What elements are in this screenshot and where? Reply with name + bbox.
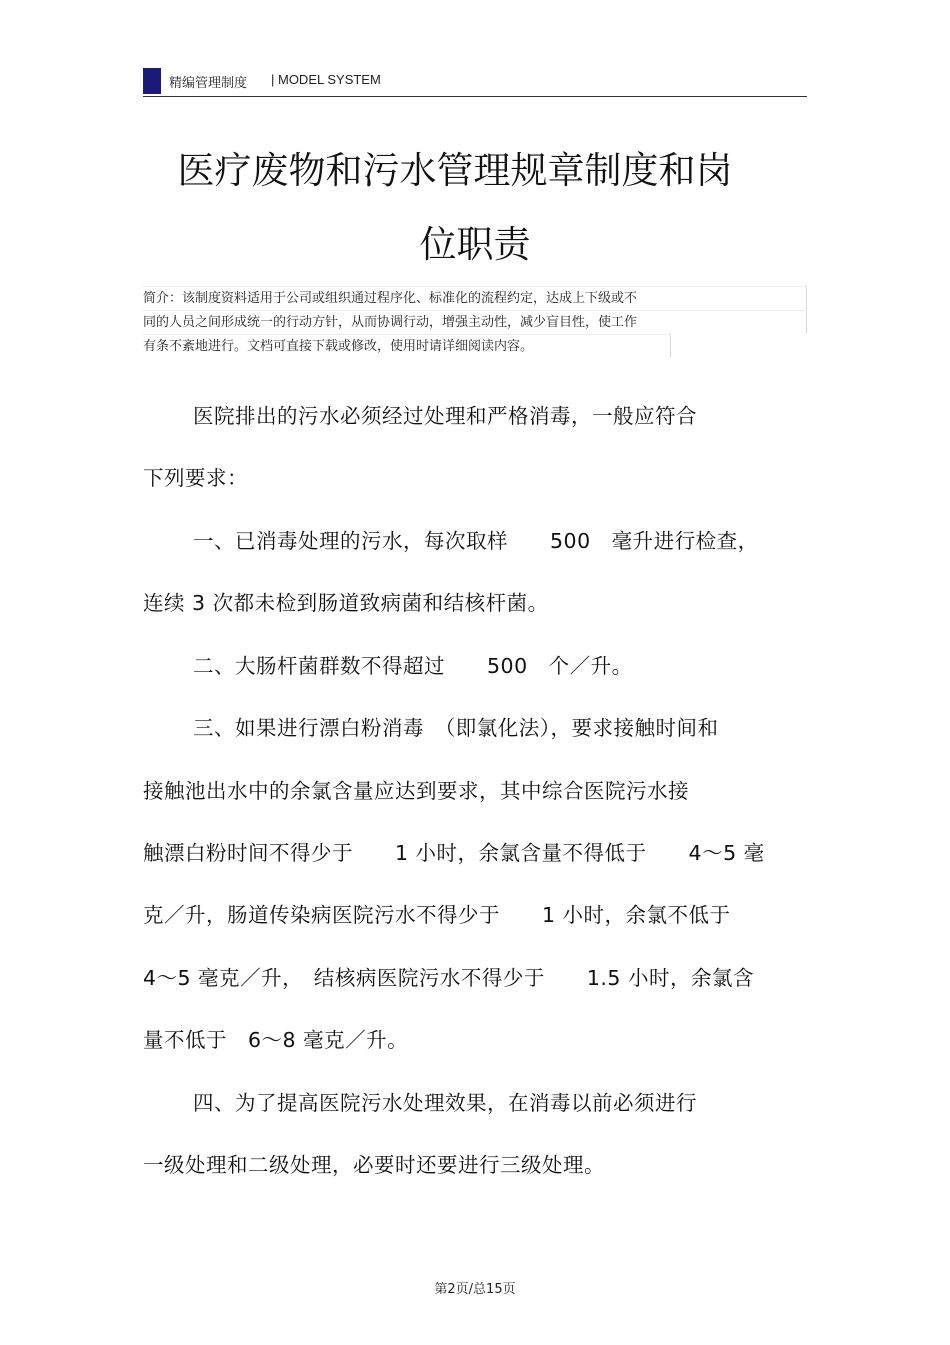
document-title-line-1: 医疗废物和污水管理规章制度和岗 bbox=[177, 149, 733, 192]
intro-line: 同的人员之间形成统一的行动方针，从而协调行动，增强主动性，减少盲目性，使工作 bbox=[143, 310, 807, 334]
body-line: 一级处理和二级处理，必要时还要进行三级处理。 bbox=[143, 1153, 605, 1177]
body-line: 触漂白粉时间不得少于 1 小时，余氯含量不得低于 4～5 毫 bbox=[143, 841, 765, 865]
body-line: 4～5 毫克／升， 结核病医院污水不得少于 1.5 小时，余氯含 bbox=[143, 966, 754, 990]
page-header bbox=[143, 66, 807, 97]
intro-box bbox=[143, 286, 807, 358]
body-line: 三、如果进行漂白粉消毒 （即氯化法），要求接触时间和 bbox=[193, 716, 719, 740]
body-line: 一、已消毒处理的污水，每次取样 500 毫升进行检查， bbox=[193, 529, 759, 553]
body-line: 四、为了提高医院污水处理效果，在消毒以前必须进行 bbox=[193, 1091, 697, 1115]
body-line: 克／升，肠道传染病医院污水不得少于 1 小时，余氯不低于 bbox=[143, 903, 731, 927]
body-line: 连续 3 次都未检到肠道致病菌和结核杆菌。 bbox=[143, 591, 549, 615]
logo-icon bbox=[143, 68, 161, 94]
body-line: 下列要求： bbox=[143, 466, 248, 490]
document-title-line-2: 位职责 bbox=[419, 223, 531, 266]
body-line: 量不低于 6～8 毫克／升。 bbox=[143, 1028, 409, 1052]
header-brand: 精编管理制度 bbox=[169, 76, 248, 91]
body-line: 二、大肠杆菌群数不得超过 500 个／升。 bbox=[193, 654, 633, 678]
intro-line: 有条不紊地进行。文档可直接下载或修改，使用时请详细阅读内容。 bbox=[143, 334, 671, 358]
page-number: 第2页/总15页 bbox=[434, 1282, 516, 1297]
header-model: | MODEL SYSTEM bbox=[271, 72, 381, 87]
body-line: 接触池出水中的余氯含量应达到要求，其中综合医院污水接 bbox=[143, 779, 689, 803]
body-line: 医院排出的污水必须经过处理和严格消毒，一般应符合 bbox=[193, 404, 697, 428]
intro-line: 简介：该制度资料适用于公司或组织通过程序化、标准化的流程约定，达成上下级或不 bbox=[143, 286, 807, 310]
